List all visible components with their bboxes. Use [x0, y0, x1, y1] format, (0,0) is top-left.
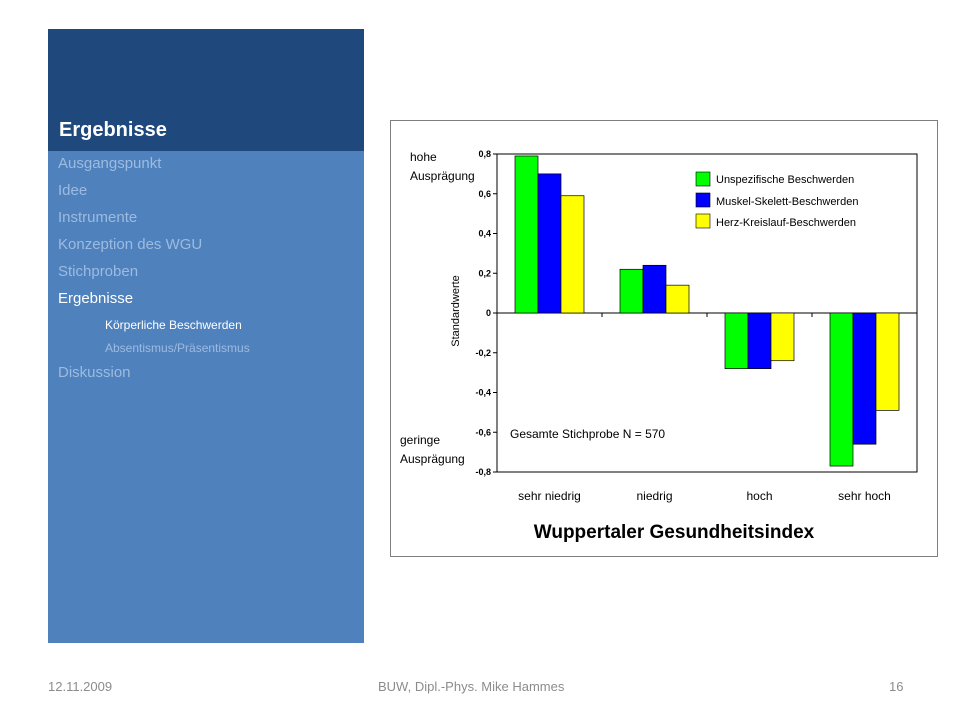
- x-category-label: niedrig: [636, 489, 673, 503]
- bar-1-1: [515, 156, 538, 313]
- x-category-label: sehr hoch: [838, 489, 891, 503]
- sidebar-header: [48, 29, 364, 151]
- y-tick-label: 0,6: [478, 188, 491, 199]
- bar-1-2: [538, 174, 561, 313]
- legend: [696, 172, 858, 229]
- nav-item-ausgangspunkt[interactable]: Ausgangspunkt: [58, 155, 162, 172]
- y-tick-label: -0,6: [475, 427, 491, 438]
- footer-page-number: 16: [889, 679, 904, 694]
- bar-4-2: [853, 313, 876, 444]
- y-tick-label: 0,2: [478, 268, 491, 279]
- bar-1-3: [561, 196, 584, 313]
- annotation-low-2: Ausprägung: [400, 452, 465, 466]
- legend-label-muskel-skelett: Muskel-Skelett-Beschwerden: [716, 196, 859, 208]
- nav-item-ergebnisse[interactable]: Ergebnisse: [58, 290, 134, 307]
- bar-2-2: [643, 265, 666, 313]
- bar-4-3: [876, 313, 899, 410]
- y-axis-label: Standardwerte: [450, 275, 462, 347]
- x-category-label: sehr niedrig: [518, 489, 581, 503]
- bar-chart: [391, 121, 937, 556]
- x-category-label: hoch: [746, 489, 773, 503]
- nav-subitem-koerperliche-beschwerden[interactable]: Körperliche Beschwerden: [105, 318, 242, 332]
- bar-3-2: [748, 313, 771, 369]
- footer-date: 12.11.2009: [48, 679, 113, 694]
- legend-label-herz-kreislauf: Herz-Kreislauf-Beschwerden: [716, 217, 856, 229]
- legend-swatch-muskel-skelett: [696, 193, 710, 207]
- chart-figure: [390, 120, 938, 557]
- y-tick-label: 0,8: [478, 149, 491, 159]
- annotation-low-1: geringe: [400, 433, 441, 447]
- y-tick-label: 0: [485, 308, 491, 318]
- y-tick-label: -0,2: [475, 347, 491, 358]
- chart-title: Wuppertaler Gesundheitsindex: [533, 522, 815, 543]
- bar-3-3: [771, 313, 794, 361]
- nav-subitem-absentismus[interactable]: Absentismus/Präsentismus: [105, 341, 250, 355]
- category-labels: [518, 489, 891, 503]
- y-tick-label: 0,4: [478, 228, 491, 239]
- sample-size-note: Gesamte Stichprobe N = 570: [510, 427, 666, 441]
- bar-4-1: [830, 313, 853, 466]
- nav-item-diskussion[interactable]: Diskussion: [58, 364, 131, 381]
- nav-item-instrumente[interactable]: Instrumente: [58, 209, 138, 226]
- nav-item-idee[interactable]: Idee: [58, 182, 88, 199]
- bar-3-1: [725, 313, 748, 369]
- y-tick-label: -0,8: [475, 467, 491, 477]
- bar-2-3: [666, 285, 689, 313]
- y-axis-ticks: [475, 149, 497, 477]
- section-title: Ergebnisse: [59, 119, 167, 141]
- legend-label-unspezifisch: Unspezifische Beschwerden: [716, 174, 855, 186]
- y-tick-label: -0,4: [475, 387, 491, 398]
- annotation-high-2: Ausprägung: [410, 169, 475, 183]
- legend-swatch-herz-kreislauf: [696, 214, 710, 228]
- nav-item-stichproben[interactable]: Stichproben: [58, 263, 139, 280]
- sidebar: [48, 29, 364, 643]
- nav-item-konzeption[interactable]: Konzeption des WGU: [58, 236, 203, 253]
- annotation-high-1: hohe: [410, 150, 437, 164]
- legend-swatch-unspezifisch: [696, 172, 710, 186]
- bar-2-1: [620, 269, 643, 313]
- footer-author: BUW, Dipl.-Phys. Mike Hammes: [378, 679, 565, 694]
